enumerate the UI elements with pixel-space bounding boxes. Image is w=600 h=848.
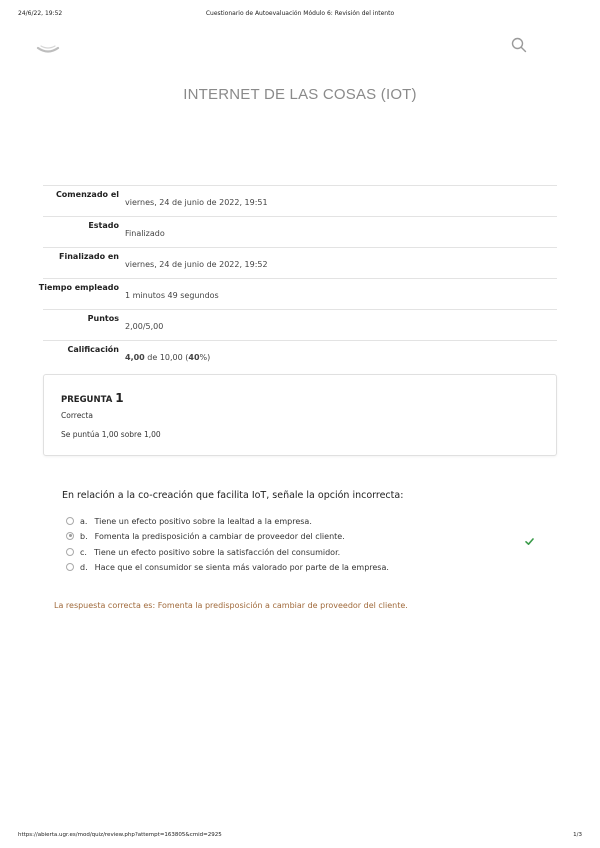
radio-button[interactable] (66, 517, 74, 525)
summary-value: 2,00/5,00 (125, 322, 164, 331)
search-icon[interactable] (511, 37, 527, 53)
option-text: Tiene un efecto positivo sobre la lealtad a la empresa. (94, 517, 312, 526)
check-icon (525, 531, 534, 540)
option-letter: d. (80, 563, 88, 572)
grade-score: 4,00 (125, 353, 145, 362)
correct-answer-feedback: La respuesta correcta es: Fomenta la predisposición a cambiar de proveedor del cliente. (54, 601, 408, 610)
grade-max: de 10,00 ( (144, 353, 189, 362)
option-letter: b. (80, 532, 88, 541)
summary-label: Calificación (67, 345, 119, 354)
summary-value: 1 minutos 49 segundos (125, 291, 219, 300)
radio-button-selected[interactable] (66, 532, 74, 540)
summary-row-status (43, 217, 557, 248)
question-info-card (43, 374, 557, 456)
question-state: Correcta (61, 411, 93, 420)
question-text: En relación a la co-creación que facilita IoT, señale la opción incorrecta: (62, 490, 404, 501)
attempt-summary-table (38, 185, 557, 371)
answer-option-d[interactable] (66, 563, 389, 572)
answer-option-b[interactable] (66, 532, 345, 541)
summary-label: Comenzado el (55, 190, 119, 199)
question-heading (61, 391, 124, 405)
option-text: Hace que el consumidor se sienta más valorado por parte de la empresa. (94, 563, 389, 572)
summary-value: viernes, 24 de junio de 2022, 19:52 (125, 260, 268, 269)
option-text: Fomenta la predisposición a cambiar de proveedor del cliente. (94, 532, 345, 541)
grade-percent: 40 (188, 353, 200, 362)
option-letter: a. (80, 517, 88, 526)
summary-grade-value (125, 353, 210, 362)
page-title: INTERNET DE LAS COSAS (IOT) (183, 86, 417, 103)
summary-label: Estado (88, 221, 119, 230)
print-url: https://abierta.ugr.es/mod/quiz/review.php?attempt=163805&cmid=2925 (18, 832, 222, 838)
option-text: Tiene un efecto positivo sobre la satisfacción del consumidor. (93, 548, 341, 557)
question-heading-label: PREGUNTA (61, 395, 113, 405)
summary-value: viernes, 24 de junio de 2022, 19:51 (125, 198, 268, 207)
summary-row-grade (43, 341, 557, 371)
moodle-logo-icon[interactable] (36, 40, 60, 56)
print-page-number: 1/3 (573, 832, 582, 838)
radio-button[interactable] (66, 548, 74, 556)
answer-option-c[interactable] (66, 548, 340, 557)
summary-row-time (38, 279, 557, 310)
summary-row-started (43, 186, 557, 217)
answer-option-a[interactable] (66, 517, 312, 526)
summary-value: Finalizado (125, 229, 165, 238)
print-title: Cuestionario de Autoevaluación Módulo 6: Revisión del intento (205, 10, 395, 17)
summary-label: Finalizado en (59, 252, 119, 261)
summary-label: Puntos (87, 314, 119, 323)
print-date: 24/6/22, 19:52 (18, 10, 63, 17)
summary-row-finished (43, 248, 557, 279)
question-number: 1 (115, 391, 124, 405)
question-grade: Se puntúa 1,00 sobre 1,00 (61, 430, 161, 439)
option-letter: c. (80, 548, 87, 557)
summary-label: Tiempo empleado (38, 283, 119, 292)
summary-row-points (43, 310, 557, 341)
grade-end: %) (199, 353, 211, 362)
radio-button[interactable] (66, 563, 74, 571)
